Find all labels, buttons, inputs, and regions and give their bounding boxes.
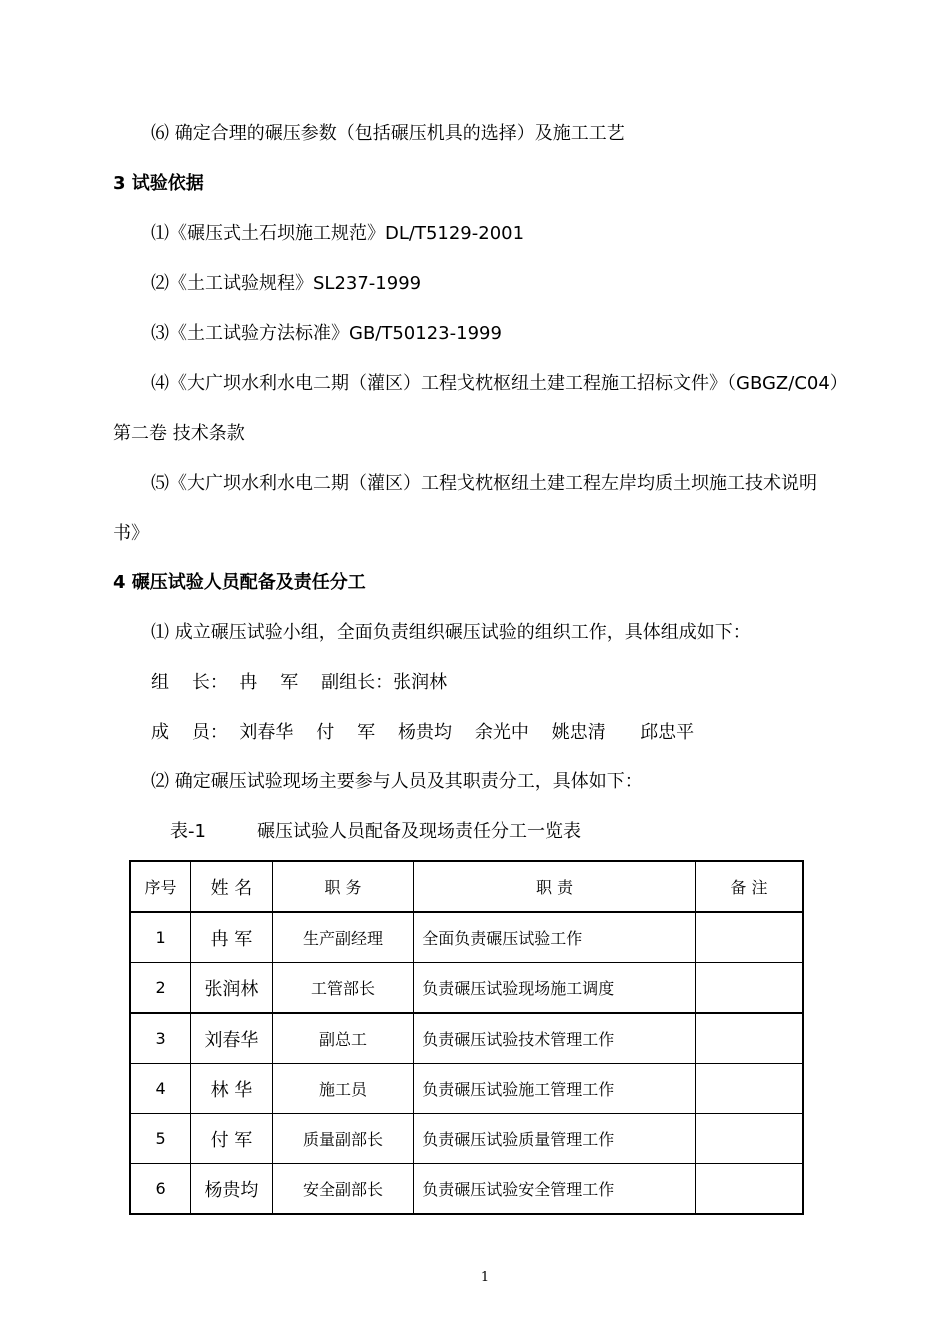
paragraph-item-6: ⑹ 确定合理的碾压参数（包括碾压机具的选择）及施工工艺	[151, 123, 625, 144]
table-row	[130, 1114, 803, 1164]
cell-remark	[695, 963, 803, 1014]
table-row	[130, 912, 803, 963]
reference-item-3: ⑶《土工试验方法标准》GB/T50123-1999	[151, 323, 502, 344]
table-row	[130, 1164, 803, 1215]
cell-seq: 1	[130, 912, 191, 963]
cell-position: 副总工	[272, 1013, 413, 1064]
cell-name: 刘春华	[191, 1013, 273, 1064]
cell-position: 生产副经理	[272, 912, 413, 963]
table-caption-number: 表-1	[170, 821, 206, 842]
table-row	[130, 1013, 803, 1064]
header-remark: 备 注	[695, 861, 803, 912]
header-seq: 序号	[130, 861, 191, 912]
cell-seq: 5	[130, 1114, 191, 1164]
section-heading-3: 3 试验依据	[113, 173, 204, 194]
table-caption-title: 碾压试验人员配备及现场责任分工一览表	[257, 821, 581, 842]
cell-position: 安全副部长	[272, 1164, 413, 1215]
paragraph-item-1: ⑴ 成立碾压试验小组，全面负责组织碾压试验的组织工作，具体组成如下：	[151, 622, 751, 643]
team-leader-line: 组 长： 冉 军 副组长：张润林	[151, 672, 448, 693]
header-duty: 职 责	[414, 861, 696, 912]
reference-item-2: ⑵《土工试验规程》SL237-1999	[151, 273, 422, 294]
reference-item-1: ⑴《碾压式土石坝施工规范》DL/T5129-2001	[151, 223, 525, 244]
personnel-table	[129, 860, 804, 1215]
cell-remark	[695, 1164, 803, 1215]
cell-seq: 3	[130, 1013, 191, 1064]
cell-remark	[695, 1013, 803, 1064]
header-position: 职 务	[272, 861, 413, 912]
cell-position: 施工员	[272, 1064, 413, 1114]
cell-seq: 4	[130, 1064, 191, 1114]
team-members-line: 成 员： 刘春华 付 军 杨贵均 余光中 姚忠清 邱忠平	[151, 722, 695, 743]
cell-name: 付 军	[191, 1114, 273, 1164]
cell-name: 林 华	[191, 1064, 273, 1114]
cell-position: 工管部长	[272, 963, 413, 1014]
cell-name: 杨贵均	[191, 1164, 273, 1215]
cell-duty: 负责碾压试验现场施工调度	[414, 963, 696, 1014]
section-heading-4: 4 碾压试验人员配备及责任分工	[113, 572, 366, 593]
header-name: 姓 名	[191, 861, 273, 912]
cell-duty: 负责碾压试验质量管理工作	[414, 1114, 696, 1164]
table-row	[130, 963, 803, 1014]
cell-position: 质量副部长	[272, 1114, 413, 1164]
cell-duty: 全面负责碾压试验工作	[414, 912, 696, 963]
cell-seq: 2	[130, 963, 191, 1014]
reference-item-4-cont: 第二卷 技术条款	[113, 423, 245, 444]
page-number: 1	[480, 1270, 490, 1285]
reference-item-5-cont: 书》	[113, 523, 149, 544]
cell-duty: 负责碾压试验安全管理工作	[414, 1164, 696, 1215]
reference-item-4: ⑷《大广坝水利水电二期（灌区）工程戈枕枢纽土建工程施工招标文件》（GBGZ/C04）	[151, 373, 848, 394]
cell-seq: 6	[130, 1164, 191, 1215]
paragraph-item-2: ⑵ 确定碾压试验现场主要参与人员及其职责分工，具体如下：	[151, 771, 643, 792]
cell-remark	[695, 1114, 803, 1164]
cell-duty: 负责碾压试验技术管理工作	[414, 1013, 696, 1064]
cell-name: 冉 军	[191, 912, 273, 963]
table-row	[130, 1064, 803, 1114]
cell-remark	[695, 1064, 803, 1114]
reference-item-5: ⑸《大广坝水利水电二期（灌区）工程戈枕枢纽土建工程左岸均质土坝施工技术说明	[151, 473, 817, 494]
table-header-row	[130, 861, 803, 912]
cell-duty: 负责碾压试验施工管理工作	[414, 1064, 696, 1114]
cell-remark	[695, 912, 803, 963]
cell-name: 张润林	[191, 963, 273, 1014]
